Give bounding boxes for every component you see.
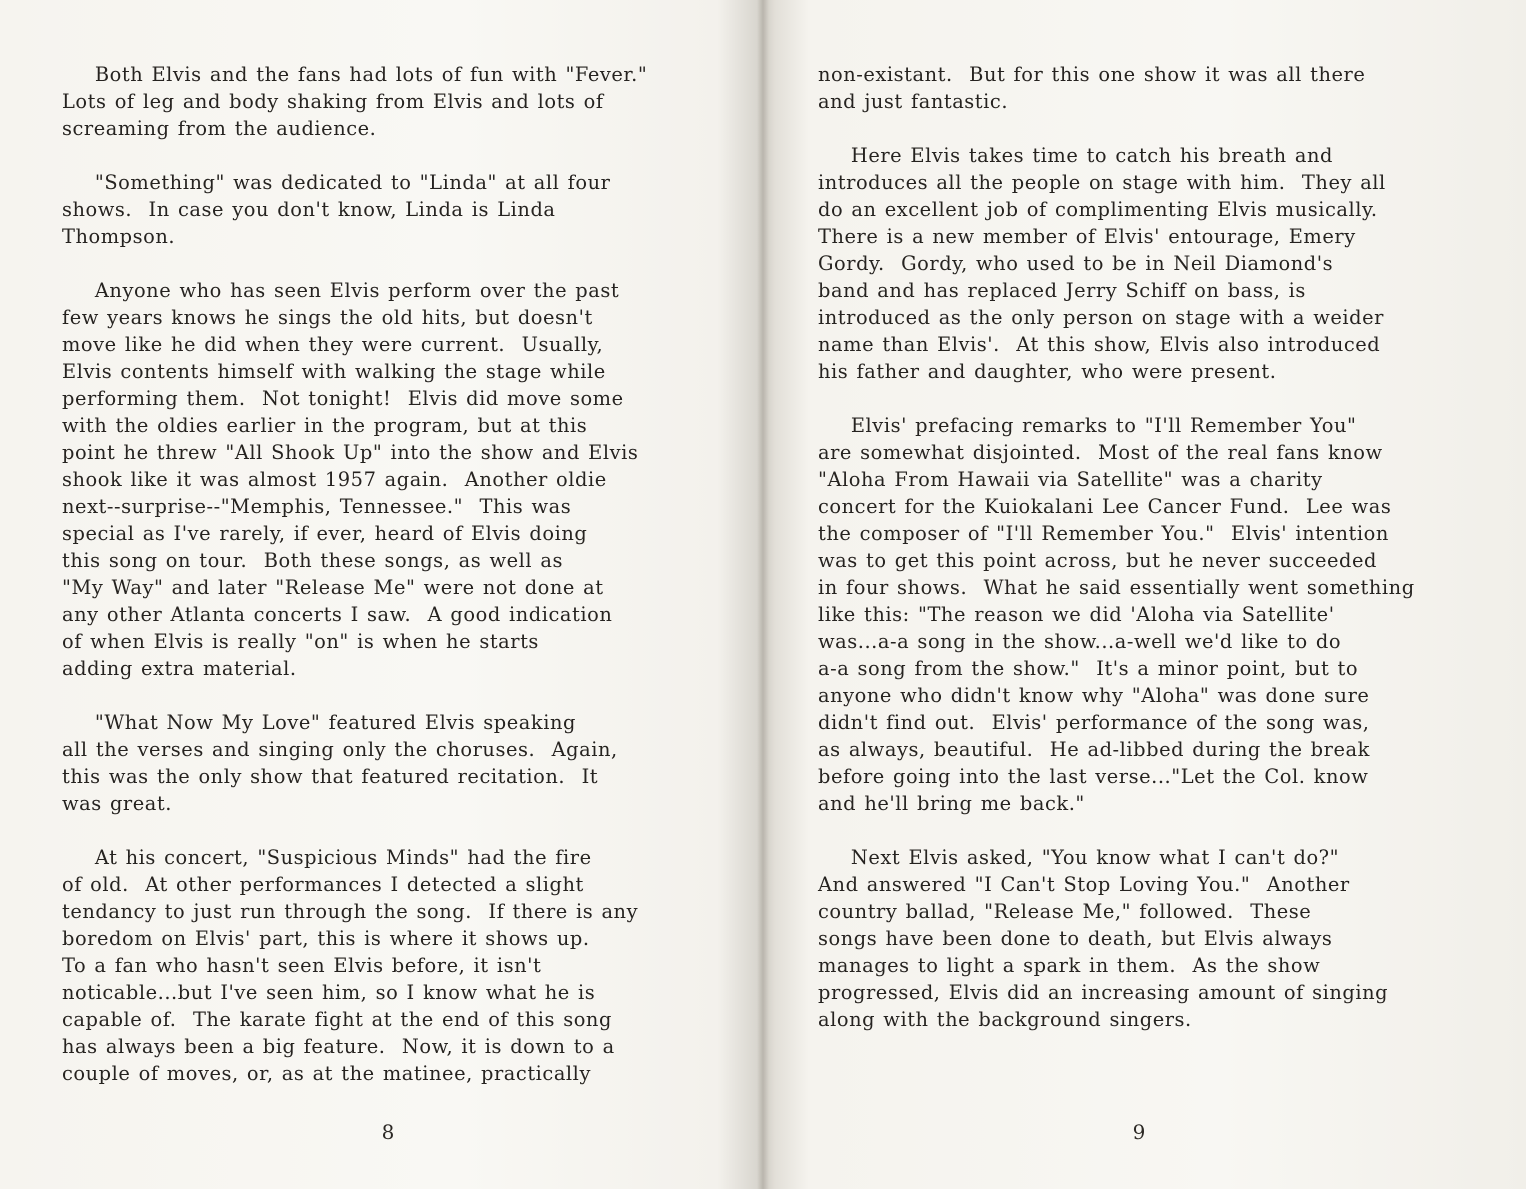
paragraph-gap [62, 817, 722, 844]
text-line: shows. In case you don't know, Linda is Linda [62, 198, 556, 221]
text-line: "What Now My Love" featured Elvis speaking [62, 711, 576, 734]
text-line: Elvis' prefacing remarks to "I'll Remember You" [818, 414, 1357, 437]
text-line: shook like it was almost 1957 again. Another oldie [62, 468, 607, 491]
text-line: of when Elvis is really "on" is when he starts [62, 630, 539, 653]
text-line: There is a new member of Elvis' entourage, Emery [818, 225, 1356, 248]
text-line: country ballad, "Release Me," followed. These [818, 900, 1312, 923]
right-page-number: 9 [1132, 1120, 1146, 1144]
text-line: do an excellent job of complimenting Elvis musically. [818, 198, 1378, 221]
left-page [0, 0, 760, 1189]
text-line: his father and daughter, who were present. [818, 360, 1277, 383]
text-line: "My Way" and later "Release Me" were not done at [62, 576, 604, 599]
text-line: To a fan who hasn't seen Elvis before, it isn't [62, 954, 542, 977]
text-line: couple of moves, or, as at the matinee, practically [62, 1062, 591, 1085]
text-line: manages to light a spark in them. As the show [818, 954, 1321, 977]
text-line: "Aloha From Hawaii via Satellite" was a charity [818, 468, 1323, 491]
text-line: boredom on Elvis' part, this is where it shows up. [62, 927, 590, 950]
text-line: didn't find out. Elvis' performance of the song was, [818, 711, 1370, 734]
paragraph-gap [62, 682, 722, 709]
text-line: special as I've rarely, if ever, heard of Elvis doing [62, 522, 588, 545]
text-line: band and has replaced Jerry Schiff on bass, is [818, 279, 1306, 302]
text-line: Next Elvis asked, "You know what I can't do?" [818, 846, 1340, 869]
left-page-body-text [62, 61, 722, 1087]
text-line: this was the only show that featured recitation. It [62, 765, 599, 788]
text-line: are somewhat disjointed. Most of the real fans know [818, 441, 1383, 464]
right-page [766, 0, 1526, 1189]
text-line: like this: "The reason we did 'Aloha via Satellite' [818, 603, 1335, 626]
text-line: introduced as the only person on stage with a weider [818, 306, 1384, 329]
text-line: a-a song from the show." It's a minor point, but to [818, 657, 1359, 680]
text-line: Lots of leg and body shaking from Elvis and lots of [62, 90, 604, 113]
text-line: performing them. Not tonight! Elvis did move some [62, 387, 624, 410]
text-line: capable of. The karate fight at the end of this song [62, 1008, 612, 1031]
text-line: And answered "I Can't Stop Loving You." Another [818, 873, 1350, 896]
text-line: has always been a big feature. Now, it is down to a [62, 1035, 615, 1058]
text-line: along with the background singers. [818, 1008, 1192, 1031]
text-line: the composer of "I'll Remember You." Elvis' intention [818, 522, 1389, 545]
text-line: was to get this point across, but he never succeeded [818, 549, 1377, 572]
text-line: Both Elvis and the fans had lots of fun with "Fever." [62, 63, 648, 86]
text-line: At his concert, "Suspicious Minds" had the fire [62, 846, 592, 869]
text-line: next--surprise--"Memphis, Tennessee." This was [62, 495, 572, 518]
text-line: and just fantastic. [818, 90, 1009, 113]
paragraph-gap [818, 817, 1498, 844]
text-line: introduces all the people on stage with him. They all [818, 171, 1386, 194]
text-line: any other Atlanta concerts I saw. A good indication [62, 603, 613, 626]
left-page-number: 8 [381, 1120, 395, 1144]
text-line: name than Elvis'. At this show, Elvis also introduced [818, 333, 1381, 356]
paragraph-gap [818, 115, 1498, 142]
text-line: was...a-a song in the show...a-well we'd like to do [818, 630, 1342, 653]
text-line: this song on tour. Both these songs, as well as [62, 549, 563, 572]
text-line: Thompson. [62, 225, 176, 248]
text-line: "Something" was dedicated to "Linda" at all four [62, 171, 611, 194]
text-line: with the oldies earlier in the program, but at this [62, 414, 588, 437]
text-line: move like he did when they were current. Usually, [62, 333, 604, 356]
text-line: adding extra material. [62, 657, 297, 680]
text-line: in four shows. What he said essentially went something [818, 576, 1415, 599]
text-line: tendancy to just run through the song. If there is any [62, 900, 639, 923]
text-line: concert for the Kuiokalani Lee Cancer Fund. Lee was [818, 495, 1392, 518]
text-line: was great. [62, 792, 172, 815]
text-line: as always, beautiful. He ad-libbed during the break [818, 738, 1370, 761]
text-line: anyone who didn't know why "Aloha" was done sure [818, 684, 1370, 707]
text-line: before going into the last verse..."Let the Col. know [818, 765, 1369, 788]
paragraph-gap [818, 385, 1498, 412]
text-line: songs have been done to death, but Elvis always [818, 927, 1333, 950]
right-page-body-text [818, 61, 1498, 1033]
text-line: of old. At other performances I detected a slight [62, 873, 584, 896]
text-line: noticable...but I've seen him, so I know what he is [62, 981, 596, 1004]
text-line: progressed, Elvis did an increasing amount of singing [818, 981, 1389, 1004]
text-line: screaming from the audience. [62, 117, 377, 140]
text-line: few years knows he sings the old hits, but doesn't [62, 306, 593, 329]
paragraph-gap [62, 250, 722, 277]
text-line: Gordy. Gordy, who used to be in Neil Diamond's [818, 252, 1334, 275]
text-line: Anyone who has seen Elvis perform over the past [62, 279, 620, 302]
text-line: Elvis contents himself with walking the stage while [62, 360, 606, 383]
text-line: and he'll bring me back." [818, 792, 1085, 815]
text-line: Here Elvis takes time to catch his breath and [818, 144, 1334, 167]
paragraph-gap [62, 142, 722, 169]
text-line: point he threw "All Shook Up" into the show and Elvis [62, 441, 639, 464]
text-line: non-existant. But for this one show it was all there [818, 63, 1366, 86]
text-line: all the verses and singing only the choruses. Again, [62, 738, 618, 761]
